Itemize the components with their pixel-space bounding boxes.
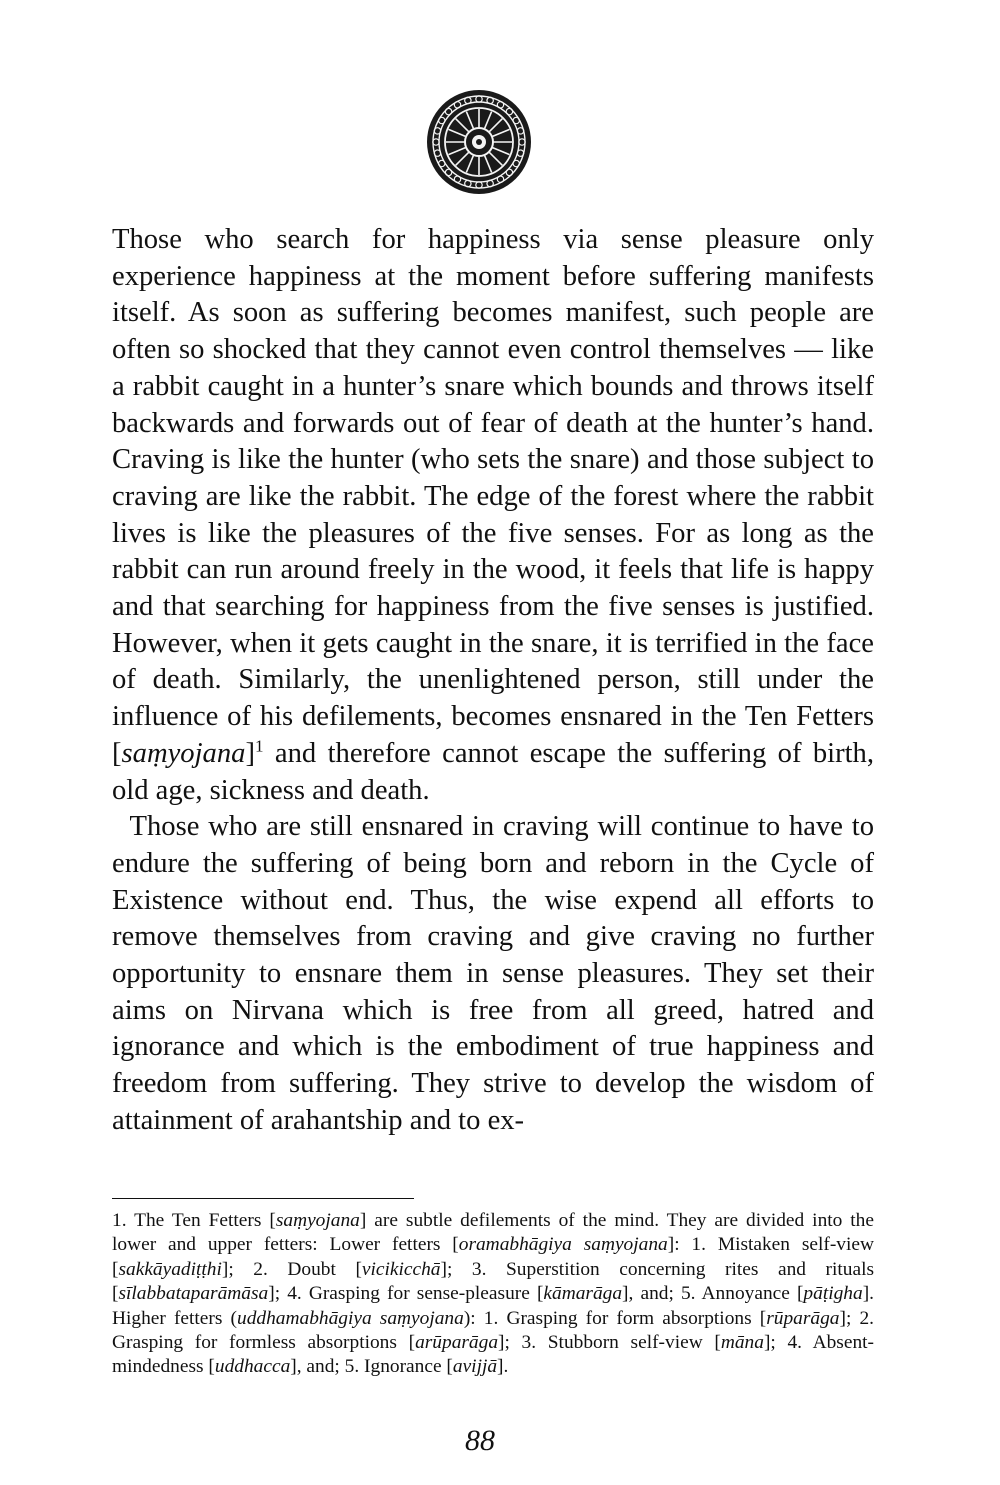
pali-term: oramabhāgiya saṃyojana [458,1234,668,1256]
text-run: ): 1. Grasping for form absorptions [ [463,1307,767,1329]
footnote-rule [112,1198,414,1199]
page-number: 88 [465,1424,495,1457]
pali-term: saṃyojana [121,737,246,769]
pali-term: saṃyojana [275,1210,360,1231]
text-run: ]; 4. Grasping for sense-pleasure [ [268,1283,544,1305]
text-run: ]; 2. Grasping for formless absorptions [ [112,1307,874,1354]
footnote [112,1209,874,1380]
text-run: ]: 1. Mistaken self-view [ [112,1234,874,1280]
paragraph-1 [112,222,874,809]
pali-term: pāṭigha [803,1283,863,1305]
text-run: ]; 3. Stubborn self-view [ [498,1332,721,1354]
pali-term: uddhacca [214,1356,291,1378]
pali-term: māna [720,1332,764,1354]
dharma-wheel-icon [418,88,540,196]
text-run: ]. [497,1356,509,1378]
text-run: Those who search for happiness via sense pleasure only experience happiness at the moment before suffering manifests itself. As soon as suffering becomes manifest, such people are often so shocked that they cannot even control themselves — like a rabbit caught in a hunter’s snare which bounds and throws itself backwards and forwards out of fear of death at the hunter’s hand. Craving is like the hunter (who sets the snare) and those subject to craving are like the rabbit. The edge of the forest where the rabbit lives is like the pleasures of the five senses. For as long as the rabbit can run around freely in the wood, it feels that life is happy and that searching for happiness from the five senses is justified. However, when it gets caught in the snare, it is terrified in the face of death. Similarly, the unenlightened person, still under the influence of his defilements, becomes ensnared in the Ten Fetters [ [112,224,874,769]
text-run: ]; 3. Superstition concerning rites and rituals [ [112,1258,874,1305]
pali-term: avijjā [452,1356,498,1378]
text-run: ] are subtle defilements of the mind. They are divided into the lower and upper fetters: Lower fetters [ [112,1210,874,1256]
pali-term: rūparāga [766,1307,840,1329]
text-run: Those who are still ensnared in craving will continue to have to endure the suffering of being born and reborn in the Cycle of Existence without end. Thus, the wise expend all efforts to remove themselves from craving and give craving no further opportunity to ensnare them in sense pleasures. They set their aims on Nirvana which is free from all greed, hatred and ignorance and which is the embodiment of true happiness and freedom from suffering. They strive to develop the wisdom of attainment of arahantship and to ex- [112,811,874,1136]
text-run: 1. The Ten Fetters [ [112,1210,276,1231]
paragraph-2 [112,809,874,1139]
text-run: ]; 2. Doubt [ [221,1258,362,1280]
pali-term: vicikicchā [361,1258,441,1280]
pali-term: sīlabbataparāmāsa [118,1283,269,1305]
pali-term: arūparāga [415,1332,499,1354]
main-text [112,222,874,1140]
text-run: and therefore cannot escape the suffering of birth, old age, sickness and death. [112,737,874,806]
text-run: ]. Higher fetters ( [112,1283,874,1329]
footnote-text [112,1209,874,1380]
pali-term: uddhamabhāgiya saṃyojana [237,1307,464,1329]
pali-term: sakkāyadiṭṭhi [118,1258,222,1280]
footnote-marker: 1 [254,736,264,756]
text-run: ] [245,737,255,769]
pali-term: kāmarāga [543,1283,623,1305]
text-run: ], and; 5. Annoyance [ [622,1283,804,1305]
text-run: ]; 4. Absent-mindedness [ [112,1332,875,1378]
text-run: ], and; 5. Ignorance [ [290,1356,453,1378]
